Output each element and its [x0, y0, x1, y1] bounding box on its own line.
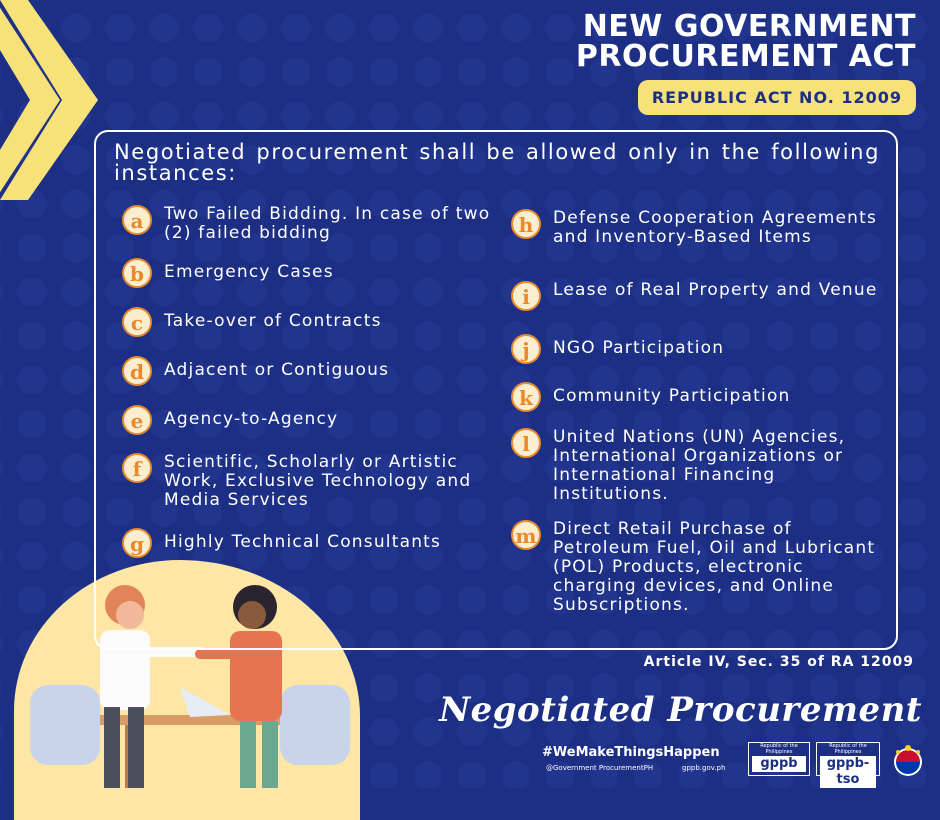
item-text: Two Failed Bidding. In case of two (2) failed bidding [164, 204, 491, 243]
item-text: Defense Cooperation Agreements and Inventory-Based Items [553, 208, 878, 247]
item-text: NGO Participation [553, 338, 725, 358]
letter-badge: c [122, 307, 152, 337]
footer-title: Negotiated Procurement [439, 690, 922, 730]
list-item [511, 428, 881, 504]
list-item [511, 520, 881, 615]
item-text: Direct Retail Purchase of Petroleum Fuel, Oil and Lubricant (POL) Products, electronic charging devices, and Online Subscriptions. [553, 519, 876, 615]
item-text: Highly Technical Consultants [164, 532, 442, 552]
letter-badge: f [122, 453, 152, 483]
logo-caption: Republic of the Philippines [829, 743, 867, 755]
letter-badge: m [511, 520, 541, 550]
item-text: Agency-to-Agency [164, 409, 339, 429]
letter-badge: l [511, 428, 541, 458]
list-item [511, 334, 881, 364]
logo-mark: gppb-tso [820, 756, 876, 788]
article-reference: Article IV, Sec. 35 of RA 12009 [643, 654, 914, 670]
letter-badge: k [511, 382, 541, 412]
list-item [122, 307, 494, 337]
gppb-logo [748, 742, 810, 776]
item-text: Lease of Real Property and Venue [553, 280, 878, 300]
gppb-tso-logo [816, 742, 880, 787]
list-item [122, 205, 494, 243]
logo-caption: Republic of the Philippines [760, 743, 798, 755]
item-text: Community Participation [553, 386, 791, 406]
letter-badge: b [122, 258, 152, 288]
item-text: United Nations (UN) Agencies, International Organizations or International Financing Institutions. [553, 427, 846, 504]
title-line-1: NEW GOVERNMENT [582, 9, 916, 44]
website-link[interactable]: gppb.gov.ph [682, 764, 726, 772]
list-item [122, 528, 494, 558]
list-item [122, 356, 494, 386]
item-text: Adjacent or Contiguous [164, 360, 390, 380]
letter-badge: a [122, 205, 152, 235]
item-text: Take-over of Contracts [164, 311, 382, 331]
list-item [122, 453, 494, 510]
item-text: Emergency Cases [164, 262, 334, 282]
intro-text: Negotiated procurement shall be allowed only in the following instances: [114, 140, 880, 185]
list-item [511, 281, 881, 311]
logo-mark: gppb [752, 756, 806, 772]
list-item [511, 382, 881, 412]
bagong-pilipinas-seal-icon [888, 740, 928, 780]
social-handle: @Government ProcurementPH [546, 764, 654, 772]
list-item [511, 209, 881, 247]
letter-badge: i [511, 281, 541, 311]
letter-badge: d [122, 356, 152, 386]
hashtag: #WeMakeThingsHappen [542, 745, 720, 760]
letter-badge: h [511, 209, 541, 239]
list-item [122, 405, 494, 435]
letter-badge: g [122, 528, 152, 558]
item-text: Scientific, Scholarly or Artistic Work, Exclusive Technology and Media Services [164, 452, 472, 510]
republic-act-badge: REPUBLIC ACT NO. 12009 [638, 80, 916, 115]
letter-badge: j [511, 334, 541, 364]
letter-badge: e [122, 405, 152, 435]
header [575, 9, 916, 115]
list-item [122, 258, 494, 288]
title-line-2: PROCUREMENT ACT [575, 39, 916, 74]
